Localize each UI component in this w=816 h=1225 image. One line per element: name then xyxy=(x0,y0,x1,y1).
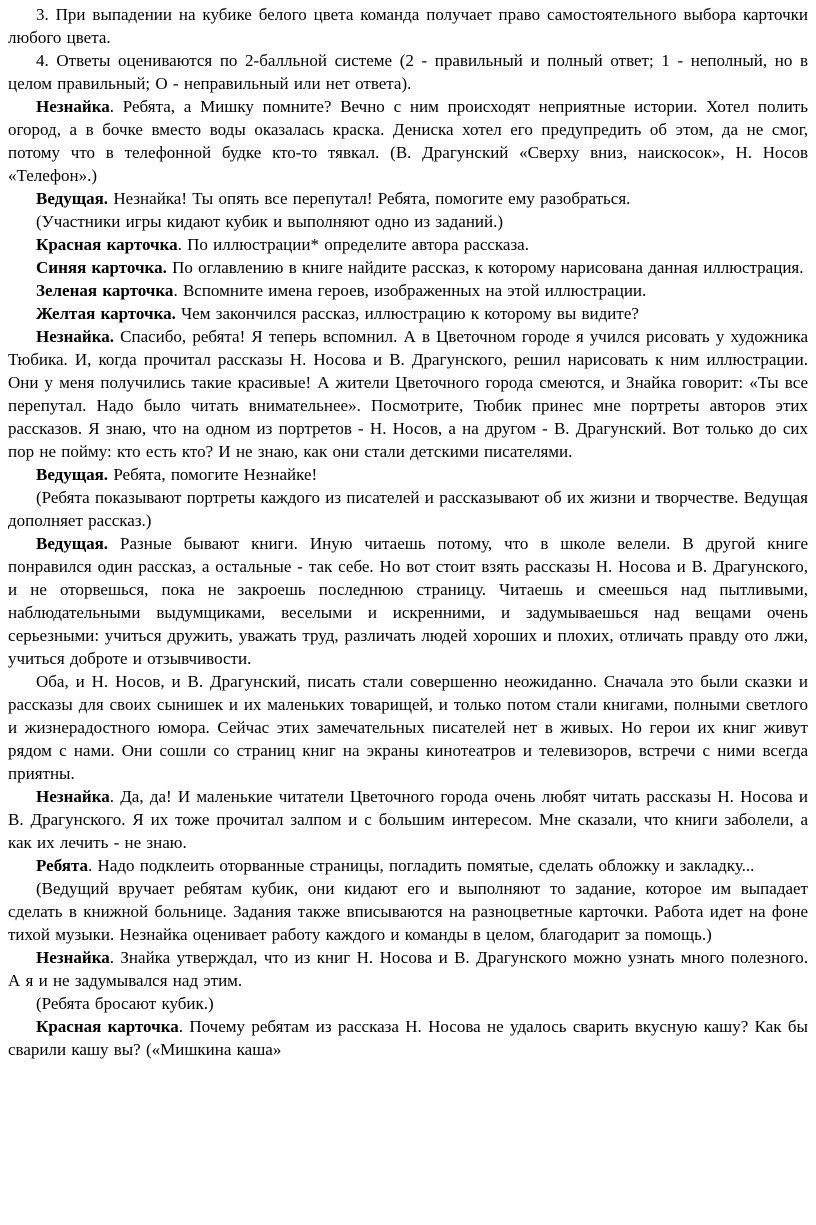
speaker-name: Незнайка xyxy=(36,948,110,967)
paragraph xyxy=(8,877,808,946)
card-label: Красная карточка xyxy=(36,1017,179,1036)
paragraph xyxy=(8,233,808,256)
speaker-name: Ребята xyxy=(36,856,89,875)
paragraph-text: . По иллюстрации* определите автора рассказа. xyxy=(177,235,529,254)
speaker-name: Незнайка xyxy=(36,787,110,806)
paragraph-text: . Да, да! И маленькие читатели Цветочного города очень любят читать рассказы Н. Носова и В. Драгунского. Я их тоже прочитал залпом и с большим интересом. Мне сказали, что книги заболели, а как их лечить - не знаю. xyxy=(8,787,808,852)
paragraph-text: . Почему ребятам из рассказа Н. Носова не удалось сварить вкусную кашу? Как бы сварили кашу вы? («Мишкина каша» xyxy=(8,1017,808,1059)
paragraph xyxy=(8,946,808,992)
paragraph-text: Спасибо, ребята! Я теперь вспомнил. А в Цветочном городе я учился рисовать у художника Тюбика. И, когда прочитал рассказы Н. Носова и В. Драгунского, решил нарисовать к ним иллюстрации. Они у меня получились такие красивые! А жители Цветочного города смеются, и Знайка говорит: «Ты все перепутал. Надо было читать внимательнее». Посмотрите, Тюбик принес мне портреты авторов этих рассказов. Я знаю, что на одном из портретов - Н. Носов, а на другом - В. Драгунский. Вот только до сих пор не пойму: кто есть кто? И не знаю, как они стали детскими писателями. xyxy=(8,327,808,461)
paragraph xyxy=(8,3,808,49)
paragraph xyxy=(8,325,808,463)
paragraph-text: Оба, и Н. Носов, и В. Драгунский, писать стали совершенно неожиданно. Сначала это были сказки и рассказы для своих сынишек и их маленьких товарищей, и только потом стали книгами, полными светлого и жизнерадостного юмора. Сейчас этих замечательных писателей нет в живых. Но герои их книг живут рядом с нами. Они сошли со страниц книг на экраны кинотеатров и телевизоров, встречи с ними всегда приятны. xyxy=(8,672,808,783)
paragraph-text: По оглавлению в книге найдите рассказ, к которому нарисована данная иллюстрация. xyxy=(166,258,804,277)
card-label: Желтая карточка. xyxy=(36,304,176,323)
paragraph xyxy=(8,463,808,486)
paragraph xyxy=(8,302,808,325)
speaker-name: Ведущая. xyxy=(36,189,109,208)
paragraph-text: Разные бывают книги. Иную читаешь потому, что в школе велели. В другой книге понравился один рассказ, а остальные - так себе. Но вот стоит взять рассказы Н. Носова и В. Драгунского, и не оторвешься, пока не закроешь последнюю страницу. Читаешь и смеешься над пытливыми, наблюдательными выдумщиками, веселыми и искренними, и задумываешься над вещами очень серьезными: учиться дружить, уважать труд, различать людей хороших и плохих, отличать правду ото лжи, учиться доброте и отзывчивости. xyxy=(8,534,808,668)
paragraph-text: . Знайка утверждал, что из книг Н. Носова и В. Драгунского можно узнать много полезного. А я и не задумывался над этим. xyxy=(8,948,808,990)
paragraph-text: 3. При выпадении на кубике белого цвета команда получает право самостоятельного выбора карточки любого цвета. xyxy=(8,5,808,47)
paragraph xyxy=(8,256,808,279)
paragraph xyxy=(8,670,808,785)
speaker-name: Незнайка. xyxy=(36,327,114,346)
paragraph xyxy=(8,486,808,532)
paragraph-text: (Ведущий вручает ребятам кубик, они кидают его и выполняют то задание, которое им выпадает сделать в книжной больнице. Задания также вписываются на разноцветные карточки. Работа идет на фоне тихой музыки. Незнайка оценивает работу каждого и команды в целом, благодарит за помощь.) xyxy=(8,879,808,944)
paragraph-text: Чем закончился рассказ, иллюстрацию к которому вы видите? xyxy=(175,304,639,323)
paragraph-text: . Вспомните имена героев, изображенных на этой иллюстрации. xyxy=(173,281,647,300)
speaker-name: Ведущая. xyxy=(36,465,109,484)
paragraph-text: Незнайка! Ты опять все перепутал! Ребята, помогите ему разобраться. xyxy=(108,189,631,208)
paragraph-text: Ребята, помогите Незнайке! xyxy=(108,465,318,484)
card-label: Синяя карточка. xyxy=(36,258,167,277)
paragraph xyxy=(8,279,808,302)
paragraph-text: (Ребята бросают кубик.) xyxy=(36,994,214,1013)
paragraph xyxy=(8,532,808,670)
paragraph xyxy=(8,992,808,1015)
paragraph xyxy=(8,854,808,877)
paragraph-text: . Надо подклеить оторванные страницы, погладить помятые, сделать обложку и закладку... xyxy=(88,856,755,875)
paragraph-text: 4. Ответы оцениваются по 2-балльной системе (2 - правильный и полный ответ; 1 - неполный, но в целом правильный; О - неправильный или нет ответа). xyxy=(8,51,808,93)
paragraph xyxy=(8,187,808,210)
paragraph-text: . Ребята, а Мишку помните? Вечно с ним происходят неприятные истории. Хотел полить огород, а в бочке вместо воды оказалась краска. Дениска хотел его предупредить об этом, да не смог, потому что в телефонной будке кто-то тявкал. (В. Драгунский «Сверху вниз, наискосок», Н. Носов «Телефон».) xyxy=(8,97,808,185)
paragraph-text: (Участники игры кидают кубик и выполняют одно из заданий.) xyxy=(36,212,504,231)
paragraph xyxy=(8,210,808,233)
paragraph xyxy=(8,1015,808,1061)
card-label: Зеленая карточка xyxy=(36,281,174,300)
card-label: Красная карточка xyxy=(36,235,178,254)
paragraph xyxy=(8,785,808,854)
paragraph-text: (Ребята показывают портреты каждого из писателей и рассказывают об их жизни и творчестве. Ведущая дополняет рассказ.) xyxy=(8,488,808,530)
speaker-name: Ведущая. xyxy=(36,534,109,553)
paragraph xyxy=(8,49,808,95)
paragraph xyxy=(8,95,808,187)
speaker-name: Незнайка xyxy=(36,97,110,116)
